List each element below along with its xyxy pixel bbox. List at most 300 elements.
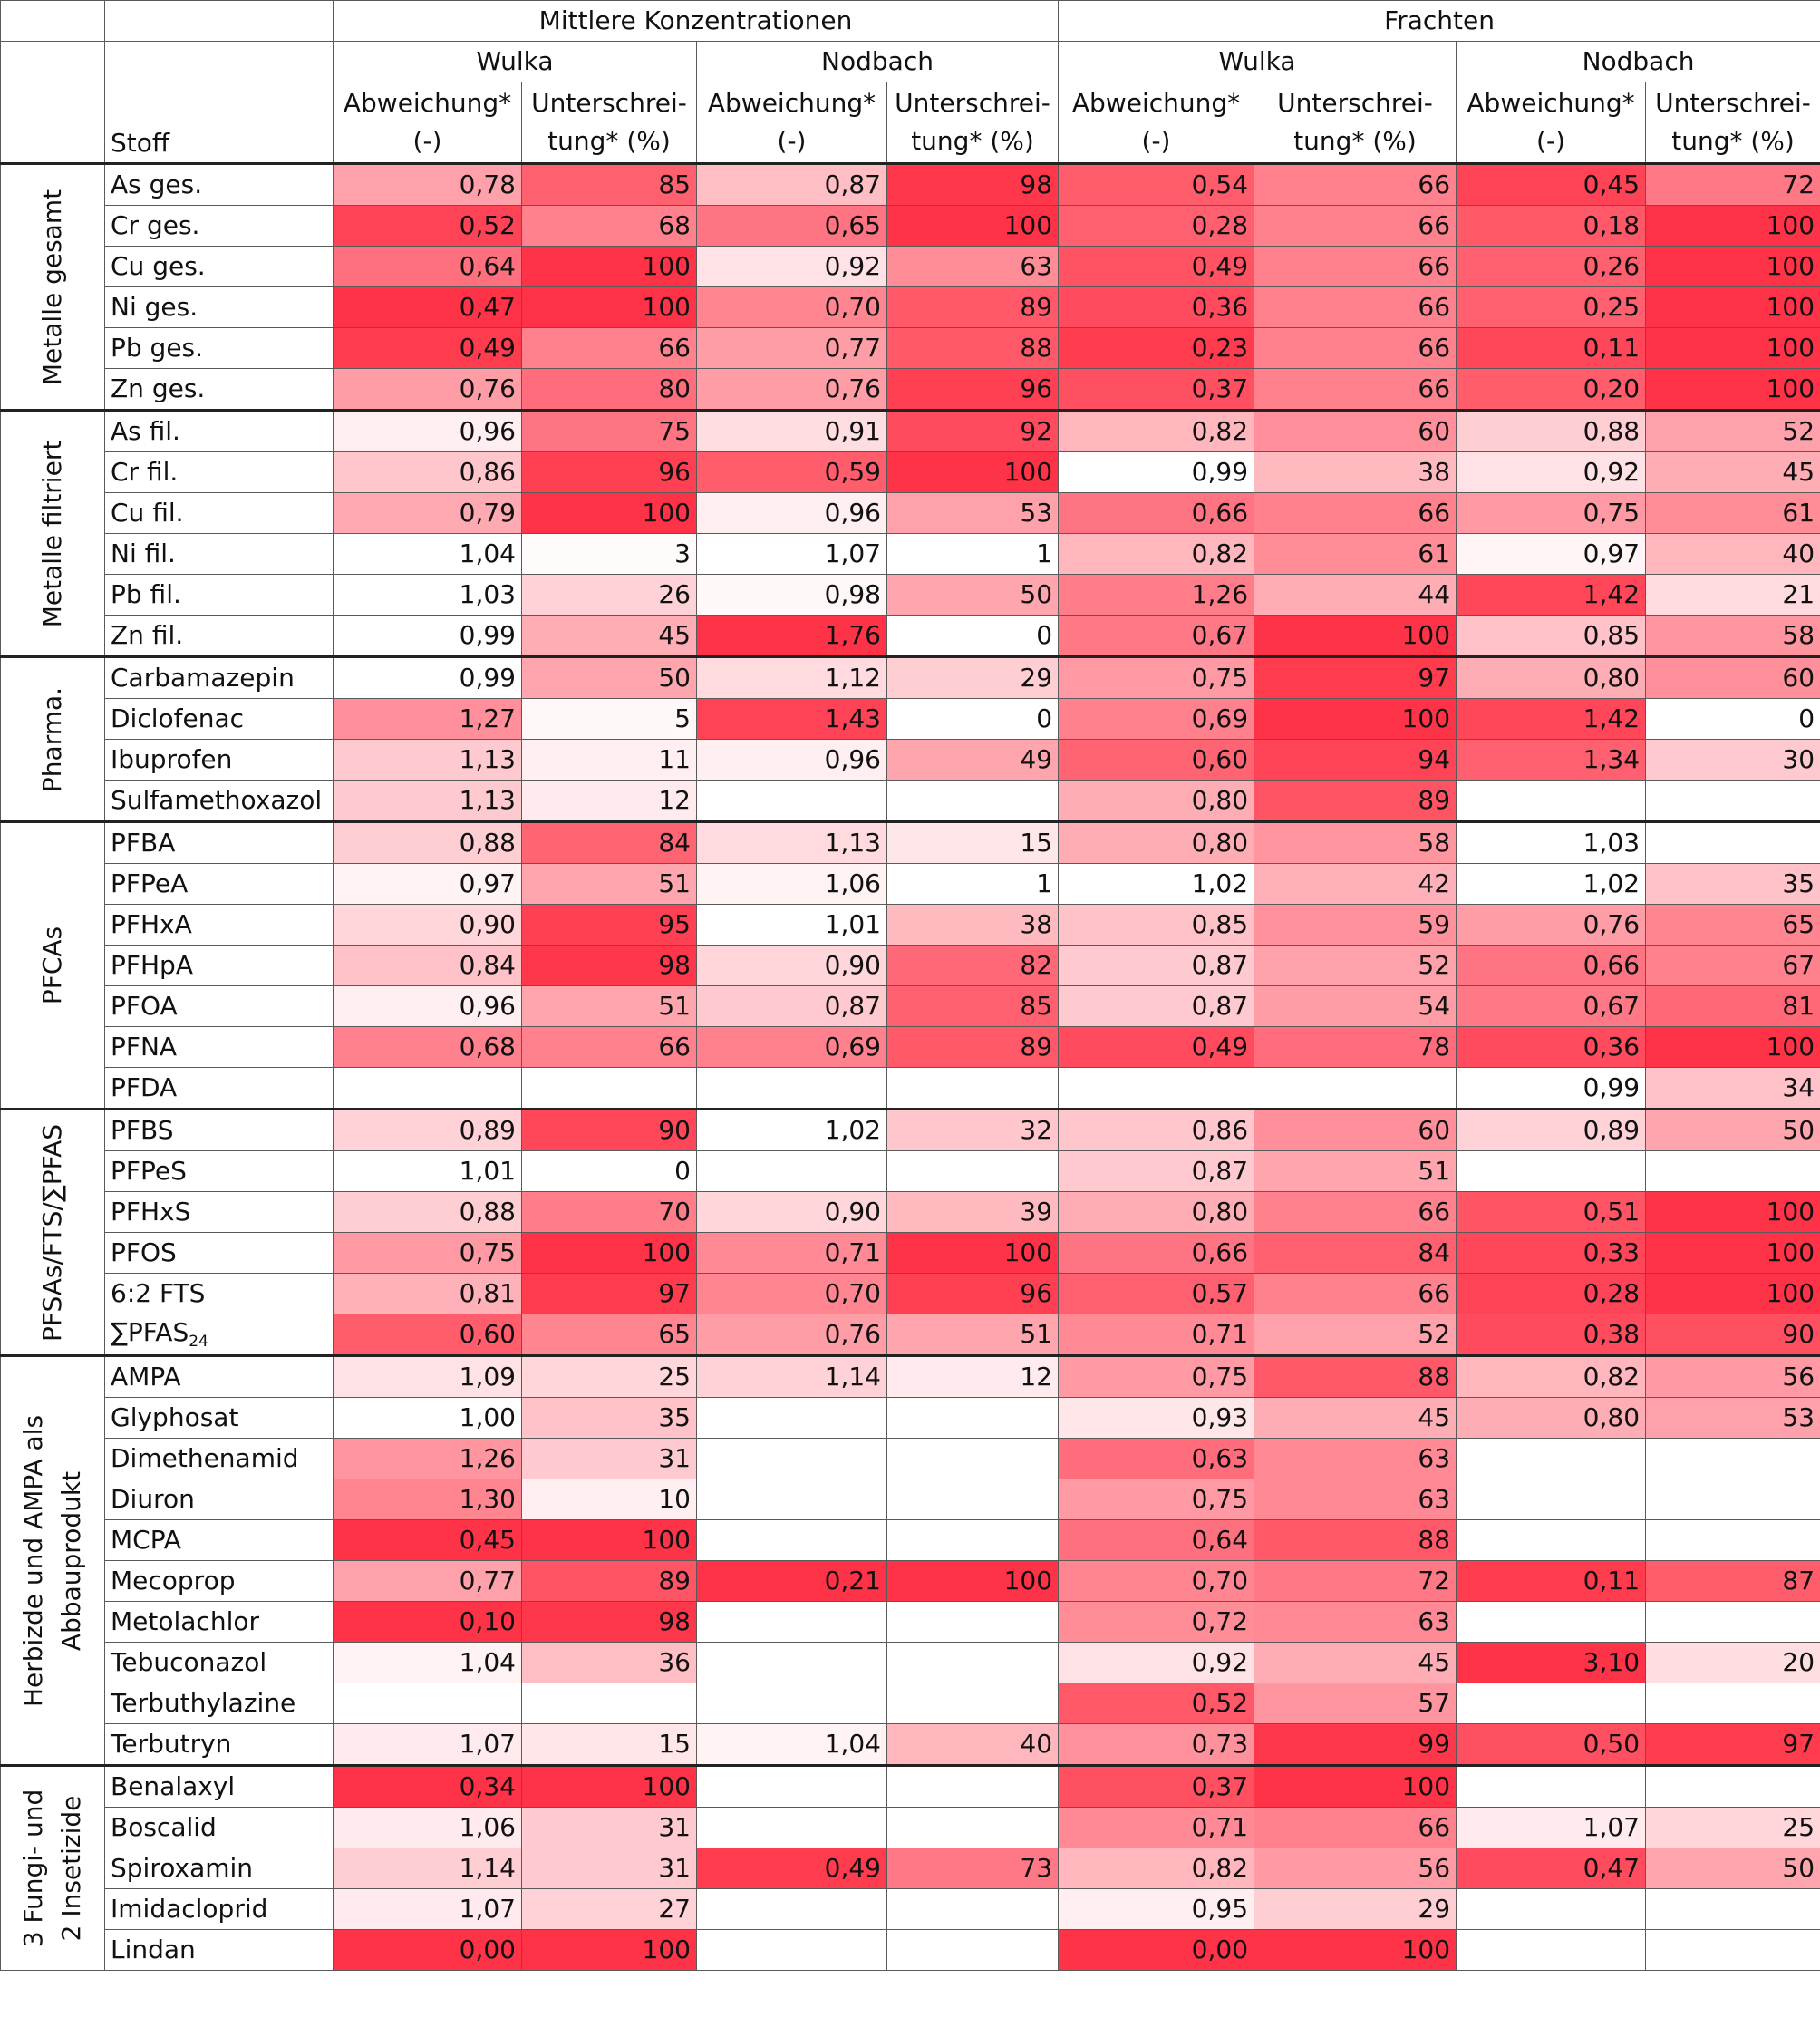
unterschreitung-cell: 66 [522,1027,697,1068]
abweichung-cell [697,1889,887,1930]
substance-name: PFHxA [105,905,334,946]
unterschreitung-cell: 81 [1646,986,1820,1027]
abweichung-cell: 0,76 [1457,905,1646,946]
unterschreitung-cell: 89 [887,287,1059,328]
abweichung-cell: 0,76 [697,369,887,411]
table-row [1,411,1820,452]
abweichung-cell: 1,06 [334,1808,522,1848]
unterschreitung-cell: 34 [1646,1068,1820,1110]
abweichung-cell: 0,47 [334,287,522,328]
abweichung-cell [697,1068,887,1110]
unterschreitung-cell [887,1808,1059,1848]
unterschreitung-cell: 60 [1254,411,1457,452]
abweichung-cell [697,1520,887,1561]
unterschreitung-cell [887,1520,1059,1561]
abweichung-cell: 1,26 [1059,575,1254,616]
unterschreitung-cell [1646,822,1820,864]
header-corner [1,82,105,164]
substance-name: Sulfamethoxazol [105,781,334,822]
abweichung-cell: 0,71 [697,1233,887,1274]
abweichung-cell: 0,99 [1457,1068,1646,1110]
abweichung-cell: 1,04 [697,1724,887,1766]
unterschreitung-cell: 100 [1254,1930,1457,1971]
unterschreitung-cell: 29 [1254,1889,1457,1930]
substance-name: PFOS [105,1233,334,1274]
abweichung-cell [1457,781,1646,822]
abweichung-cell: 0,37 [1059,369,1254,411]
abweichung-cell: 0,77 [697,328,887,369]
abweichung-cell: 0,49 [334,328,522,369]
header-abweichung: Abweichung* (-) [334,82,522,164]
unterschreitung-cell: 66 [1254,369,1457,411]
unterschreitung-cell [1646,781,1820,822]
table-row [1,575,1820,616]
abweichung-cell: 0,99 [334,657,522,699]
table-row [1,1068,1820,1110]
unterschreitung-cell: 65 [522,1314,697,1356]
unterschreitung-cell: 29 [887,657,1059,699]
unterschreitung-cell: 20 [1646,1643,1820,1683]
abweichung-cell: 1,07 [1457,1808,1646,1848]
abweichung-cell: 1,13 [334,781,522,822]
unterschreitung-cell: 0 [1646,699,1820,740]
unterschreitung-cell: 12 [522,781,697,822]
substance-name: Cr fil. [105,452,334,493]
unterschreitung-cell: 89 [1254,781,1457,822]
unterschreitung-cell: 0 [887,699,1059,740]
unterschreitung-cell: 80 [522,369,697,411]
abweichung-cell: 0,37 [1059,1766,1254,1808]
unterschreitung-cell: 90 [1646,1314,1820,1356]
unterschreitung-cell: 0 [522,1151,697,1192]
abweichung-cell: 0,87 [1059,946,1254,986]
unterschreitung-cell: 66 [1254,1274,1457,1314]
abweichung-cell: 0,70 [1059,1561,1254,1602]
substance-name: Cr ges. [105,206,334,247]
abweichung-cell: 0,77 [334,1561,522,1602]
substance-name [105,1314,334,1356]
table-row [1,287,1820,328]
abweichung-cell: 1,14 [697,1356,887,1398]
header-frachten: Frachten [1059,1,1820,42]
unterschreitung-cell: 51 [522,986,697,1027]
unterschreitung-cell [522,1683,697,1724]
abweichung-cell: 0,38 [1457,1314,1646,1356]
abweichung-cell: 0,49 [1059,247,1254,287]
abweichung-cell: 0,82 [1457,1356,1646,1398]
abweichung-cell: 0,66 [1059,493,1254,534]
unterschreitung-cell: 63 [1254,1479,1457,1520]
abweichung-cell: 0,72 [1059,1602,1254,1643]
group-label: Herbizde und AMPA als Abbauprodukt [18,1414,86,1707]
abweichung-cell: 3,10 [1457,1643,1646,1683]
unterschreitung-cell: 39 [887,1192,1059,1233]
unterschreitung-cell: 97 [1254,657,1457,699]
abweichung-cell [697,1930,887,1971]
unterschreitung-cell: 100 [1646,369,1820,411]
abweichung-cell: 0,90 [334,905,522,946]
abweichung-cell [697,1602,887,1643]
abweichung-cell [697,1766,887,1808]
substance-name: Terbuthylazine [105,1683,334,1724]
unterschreitung-cell: 100 [1254,1766,1457,1808]
abweichung-cell: 0,98 [697,575,887,616]
abweichung-cell: 0,49 [1059,1027,1254,1068]
table-row [1,1027,1820,1068]
unterschreitung-cell: 100 [522,493,697,534]
unterschreitung-cell [1646,1479,1820,1520]
abweichung-cell: 0,90 [697,1192,887,1233]
unterschreitung-cell: 36 [522,1643,697,1683]
abweichung-cell: 0,47 [1457,1848,1646,1889]
abweichung-cell: 1,01 [334,1151,522,1192]
unterschreitung-cell: 35 [1646,864,1820,905]
abweichung-cell: 1,30 [334,1479,522,1520]
unterschreitung-cell: 52 [1646,411,1820,452]
substance-name: PFNA [105,1027,334,1068]
unterschreitung-cell: 31 [522,1848,697,1889]
abweichung-cell: 1,27 [334,699,522,740]
substance-name: Ni fil. [105,534,334,575]
header-river-wulka: Wulka [334,42,697,82]
abweichung-cell [697,1808,887,1848]
unterschreitung-cell: 66 [1254,328,1457,369]
unterschreitung-cell: 50 [1646,1110,1820,1151]
unterschreitung-cell: 12 [887,1356,1059,1398]
unterschreitung-cell: 21 [1646,575,1820,616]
abweichung-cell: 1,07 [334,1889,522,1930]
header-abweichung: Abweichung* (-) [1059,82,1254,164]
abweichung-cell: 1,13 [697,822,887,864]
abweichung-cell: 0,82 [1059,1848,1254,1889]
substance-name: As fil. [105,411,334,452]
group-label-cell [1,164,105,411]
unterschreitung-cell: 50 [1646,1848,1820,1889]
group-label: Metalle gesamt [37,189,67,385]
group-label: 3 Fungi- und 2 Insetizide [18,1789,86,1948]
table-row [1,328,1820,369]
table-row [1,1889,1820,1930]
unterschreitung-cell: 45 [1646,452,1820,493]
unterschreitung-cell: 60 [1254,1110,1457,1151]
abweichung-cell [1457,1683,1646,1724]
table-row [1,493,1820,534]
unterschreitung-cell: 100 [522,1520,697,1561]
unterschreitung-cell: 68 [522,206,697,247]
header-abweichung: Abweichung* (-) [1457,82,1646,164]
group-label-cell [1,822,105,1110]
unterschreitung-cell: 100 [1646,1233,1820,1274]
abweichung-cell: 0,36 [1059,287,1254,328]
table-row [1,1110,1820,1151]
header-unterschreitung: Unterschrei- tung* (%) [1646,82,1820,164]
unterschreitung-cell [887,1602,1059,1643]
abweichung-cell: 0,34 [334,1766,522,1808]
unterschreitung-cell: 38 [887,905,1059,946]
unterschreitung-cell: 85 [887,986,1059,1027]
abweichung-cell: 0,63 [1059,1439,1254,1479]
unterschreitung-cell: 49 [887,740,1059,781]
abweichung-cell: 0,92 [1457,452,1646,493]
table-row [1,1356,1820,1398]
substance-name: Dimethenamid [105,1439,334,1479]
table-row [1,1930,1820,1971]
unterschreitung-cell [887,1766,1059,1808]
abweichung-cell: 0,96 [697,493,887,534]
header-unterschreitung: Unterschrei- tung* (%) [522,82,697,164]
group-label: PFCAs [37,926,67,1005]
abweichung-cell: 0,85 [1059,905,1254,946]
unterschreitung-cell: 100 [887,452,1059,493]
abweichung-cell: 0,52 [1059,1683,1254,1724]
abweichung-cell: 1,42 [1457,699,1646,740]
abweichung-cell: 0,86 [334,452,522,493]
unterschreitung-cell: 87 [1646,1561,1820,1602]
abweichung-cell: 0,60 [334,1314,522,1356]
abweichung-cell: 0,67 [1457,986,1646,1027]
unterschreitung-cell: 78 [1254,1027,1457,1068]
header-mittlere-konzentrationen: Mittlere Konzentrationen [334,1,1059,42]
unterschreitung-cell: 66 [1254,247,1457,287]
abweichung-cell: 0,11 [1457,1561,1646,1602]
abweichung-cell: 0,64 [334,247,522,287]
unterschreitung-cell: 100 [522,1766,697,1808]
unterschreitung-cell: 60 [1646,657,1820,699]
unterschreitung-cell: 63 [1254,1439,1457,1479]
unterschreitung-cell: 96 [887,1274,1059,1314]
header-row-2 [1,42,1820,82]
abweichung-cell: 0,70 [697,287,887,328]
abweichung-cell: 1,06 [697,864,887,905]
abweichung-cell: 0,18 [1457,206,1646,247]
abweichung-cell: 0,73 [1059,1724,1254,1766]
abweichung-cell [697,1398,887,1439]
abweichung-cell: 0,97 [334,864,522,905]
abweichung-cell: 0,50 [1457,1724,1646,1766]
substance-name: Diuron [105,1479,334,1520]
abweichung-cell [334,1068,522,1110]
abweichung-cell: 0,21 [697,1561,887,1602]
unterschreitung-cell: 100 [1646,206,1820,247]
abweichung-cell: 0,87 [697,164,887,206]
abweichung-cell [1457,1930,1646,1971]
unterschreitung-cell: 100 [522,247,697,287]
abweichung-cell: 0,25 [1457,287,1646,328]
unterschreitung-cell [887,1889,1059,1930]
unterschreitung-cell [1646,1766,1820,1808]
abweichung-cell: 0,88 [334,1192,522,1233]
abweichung-cell: 0,70 [697,1274,887,1314]
substance-name: Pb fil. [105,575,334,616]
unterschreitung-cell: 100 [1646,287,1820,328]
substance-name: Ibuprofen [105,740,334,781]
unterschreitung-cell: 98 [522,946,697,986]
table-row [1,1766,1820,1808]
abweichung-cell: 0,92 [1059,1643,1254,1683]
unterschreitung-cell [887,1479,1059,1520]
abweichung-cell: 0,23 [1059,328,1254,369]
abweichung-cell [697,1151,887,1192]
abweichung-cell: 0,66 [1457,946,1646,986]
abweichung-cell [697,1643,887,1683]
unterschreitung-cell: 84 [522,822,697,864]
abweichung-cell: 0,79 [334,493,522,534]
unterschreitung-cell: 84 [1254,1233,1457,1274]
abweichung-cell: 0,92 [697,247,887,287]
abweichung-cell: 0,67 [1059,616,1254,657]
group-label-cell [1,1356,105,1766]
substance-name: Imidacloprid [105,1889,334,1930]
header-corner [105,42,334,82]
substance-name: Pb ges. [105,328,334,369]
abweichung-cell: 1,09 [334,1356,522,1398]
unterschreitung-cell: 57 [1254,1683,1457,1724]
unterschreitung-cell [1646,1889,1820,1930]
abweichung-cell: 0,64 [1059,1520,1254,1561]
unterschreitung-cell: 44 [1254,575,1457,616]
unterschreitung-cell: 56 [1254,1848,1457,1889]
unterschreitung-cell [887,1439,1059,1479]
unterschreitung-cell [1646,1520,1820,1561]
abweichung-cell: 0,10 [334,1602,522,1643]
table-row [1,699,1820,740]
unterschreitung-cell: 100 [1646,1027,1820,1068]
abweichung-cell [697,781,887,822]
abweichung-cell: 0,75 [1059,1356,1254,1398]
substance-name: PFDA [105,1068,334,1110]
abweichung-cell: 1,14 [334,1848,522,1889]
unterschreitung-cell [887,1068,1059,1110]
abweichung-cell: 0,80 [1059,781,1254,822]
unterschreitung-cell [887,1930,1059,1971]
unterschreitung-cell: 3 [522,534,697,575]
abweichung-cell: 1,04 [334,1643,522,1683]
unterschreitung-cell: 82 [887,946,1059,986]
unterschreitung-cell: 66 [1254,206,1457,247]
unterschreitung-cell: 98 [887,164,1059,206]
abweichung-cell: 0,99 [334,616,522,657]
abweichung-cell: 0,60 [1059,740,1254,781]
substance-name: PFBS [105,1110,334,1151]
unterschreitung-cell: 100 [522,1930,697,1971]
group-label-cell [1,1766,105,1971]
header-corner [1,1,105,42]
abweichung-cell: 1,12 [697,657,887,699]
abweichung-cell: 1,42 [1457,575,1646,616]
abweichung-cell: 0,71 [1059,1808,1254,1848]
table-row [1,534,1820,575]
table-row [1,1602,1820,1643]
unterschreitung-cell: 40 [1646,534,1820,575]
table-row [1,822,1820,864]
abweichung-cell: 0,93 [1059,1398,1254,1439]
unterschreitung-cell: 97 [522,1274,697,1314]
abweichung-cell: 0,88 [1457,411,1646,452]
unterschreitung-cell: 61 [1646,493,1820,534]
unterschreitung-cell: 92 [887,411,1059,452]
unterschreitung-cell: 70 [522,1192,697,1233]
substance-name: Cu ges. [105,247,334,287]
unterschreitung-cell: 52 [1254,946,1457,986]
unterschreitung-cell: 53 [1646,1398,1820,1439]
table-row [1,1274,1820,1314]
table-row [1,1233,1820,1274]
table-row [1,864,1820,905]
substance-name: Spiroxamin [105,1848,334,1889]
table-row [1,1439,1820,1479]
abweichung-cell: 0,45 [1457,164,1646,206]
abweichung-cell: 0,91 [697,411,887,452]
table-row [1,1724,1820,1766]
abweichung-cell: 0,80 [1457,1398,1646,1439]
unterschreitung-cell: 31 [522,1439,697,1479]
table-row [1,452,1820,493]
header-river-nodbach: Nodbach [1457,42,1820,82]
abweichung-cell: 0,11 [1457,328,1646,369]
abweichung-cell: 0,75 [1457,493,1646,534]
abweichung-cell: 0,54 [1059,164,1254,206]
abweichung-cell: 0,87 [697,986,887,1027]
table-row [1,1643,1820,1683]
unterschreitung-cell: 54 [1254,986,1457,1027]
unterschreitung-cell: 88 [1254,1520,1457,1561]
unterschreitung-cell: 5 [522,699,697,740]
unterschreitung-cell: 66 [1254,287,1457,328]
table-row [1,657,1820,699]
table-row [1,1520,1820,1561]
unterschreitung-cell: 53 [887,493,1059,534]
abweichung-cell: 0,89 [1457,1110,1646,1151]
table-row [1,1479,1820,1520]
unterschreitung-cell: 100 [1646,247,1820,287]
table-row [1,740,1820,781]
unterschreitung-cell: 45 [522,616,697,657]
unterschreitung-cell [1646,1683,1820,1724]
table-row [1,986,1820,1027]
unterschreitung-cell: 65 [1646,905,1820,946]
unterschreitung-cell: 100 [1254,616,1457,657]
substance-name: PFHpA [105,946,334,986]
abweichung-cell: 0,33 [1457,1233,1646,1274]
unterschreitung-cell: 100 [1646,328,1820,369]
abweichung-cell [334,1683,522,1724]
abweichung-cell: 0,75 [1059,657,1254,699]
substance-name: Zn ges. [105,369,334,411]
abweichung-cell: 0,99 [1059,452,1254,493]
header-unterschreitung: Unterschrei- tung* (%) [1254,82,1457,164]
unterschreitung-cell [1646,1602,1820,1643]
abweichung-cell: 0,36 [1457,1027,1646,1068]
unterschreitung-cell: 66 [1254,1808,1457,1848]
table-row [1,1683,1820,1724]
unterschreitung-cell: 1 [887,864,1059,905]
header-corner [1,42,105,82]
abweichung-cell: 0,84 [334,946,522,986]
abweichung-cell [1059,1068,1254,1110]
table-row [1,1151,1820,1192]
unterschreitung-cell: 100 [887,206,1059,247]
abweichung-cell: 0,49 [697,1848,887,1889]
substance-name: AMPA [105,1356,334,1398]
unterschreitung-cell: 15 [522,1724,697,1766]
abweichung-cell: 0,80 [1457,657,1646,699]
substance-name: PFPeS [105,1151,334,1192]
unterschreitung-cell: 40 [887,1724,1059,1766]
unterschreitung-cell: 30 [1646,740,1820,781]
abweichung-cell: 0,28 [1059,206,1254,247]
abweichung-cell: 1,03 [334,575,522,616]
unterschreitung-cell: 72 [1646,164,1820,206]
